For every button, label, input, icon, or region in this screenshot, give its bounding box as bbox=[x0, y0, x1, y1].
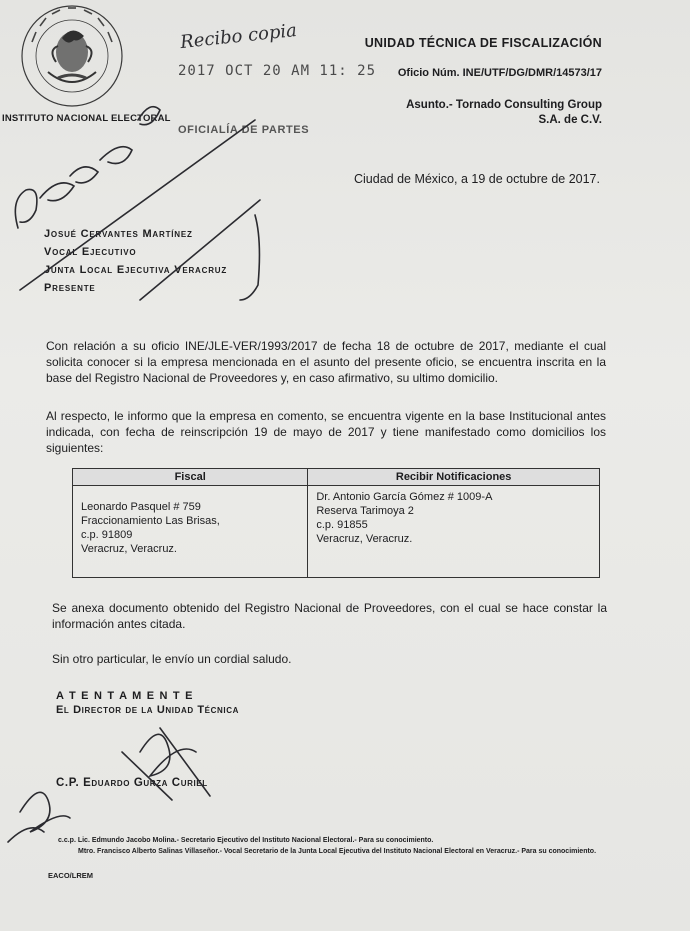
table-row bbox=[73, 486, 600, 578]
document-date: Ciudad de México, a 19 de octubre de 2017. bbox=[353, 172, 600, 186]
cc-line-2: Mtro. Francisco Alberto Salinas Villaseñor.- Vocal Secretario de la Junta Local Ejecutiva del Instituto Nacional Electoral en Veracruz.- Para su conocimiento. bbox=[78, 848, 597, 855]
addressee-office: Junta Local Ejecutiva Veracruz bbox=[44, 264, 228, 276]
received-stamp-date: 2017 OCT 20 AM 11: 25 bbox=[178, 63, 377, 79]
handwritten-copy-note: Recibo copia bbox=[179, 19, 298, 54]
typist-initials: EACO/LREM bbox=[48, 871, 93, 880]
fiscal-postal-code: c.p. 91809 bbox=[81, 529, 133, 541]
addressee-title: Vocal Ejecutivo bbox=[44, 246, 137, 258]
notification-neighborhood: Reserva Tarimoya 2 bbox=[316, 505, 414, 517]
notification-address-cell bbox=[308, 486, 600, 578]
table-header-row bbox=[73, 469, 600, 486]
closing-atentamente: A T E N T A M E N T E bbox=[56, 690, 194, 702]
unit-name: UNIDAD TÉCNICA DE FISCALIZACIÓN bbox=[364, 36, 602, 50]
paragraph-response: Al respecto, le informo que la empresa en comento, se encuentra vigente en la base Institucional antes indicada, con fecha de reinscripción 19 de mayo de 2017 y tiene manifestado como domicilios los siguientes: bbox=[46, 409, 606, 455]
signer-name: C.P. Eduardo Gurza Curiel bbox=[56, 777, 208, 789]
mexico-coat-of-arms-seal bbox=[18, 2, 126, 110]
notification-postal-code: c.p. 91855 bbox=[316, 519, 368, 531]
address-table bbox=[72, 468, 600, 578]
signer-position: El Director de la Unidad Técnica bbox=[56, 704, 239, 716]
fiscal-address-cell bbox=[73, 486, 308, 578]
addressee-name: Josué Cervantes Martínez bbox=[44, 228, 193, 240]
institution-name: INSTITUTO NACIONAL ELECTORAL bbox=[2, 113, 171, 124]
asunto-line-2: S.A. de C.V. bbox=[538, 114, 602, 126]
paragraph-annex: Se anexa documento obtenido del Registro Nacional de Proveedores, con el cual se hace constar la información antes citada. bbox=[52, 601, 607, 631]
paragraph-request: Con relación a su oficio INE/JLE-VER/1993/2017 de fecha 18 de octubre de 2017, mediante el cual solicita conocer si la empresa mencionada en el asunto del presente oficio, se encuentra inscrita en la base del Registro Nacional de Proveedores y, en caso afirmativo, su ultimo domicilio. bbox=[46, 339, 606, 385]
oficialia-stamp: OFICIALÍA DE PARTES bbox=[178, 124, 310, 136]
asunto-line-1: Asunto.- Tornado Consulting Group bbox=[406, 99, 602, 111]
oficio-number: Oficio Núm. INE/UTF/DG/DMR/14573/17 bbox=[397, 67, 602, 79]
column-header-fiscal: Fiscal bbox=[73, 469, 308, 486]
fiscal-city: Veracruz, Veracruz. bbox=[81, 543, 177, 555]
notification-city: Veracruz, Veracruz. bbox=[316, 533, 413, 545]
column-header-notificaciones: Recibir Notificaciones bbox=[308, 469, 600, 486]
fiscal-neighborhood: Fraccionamiento Las Brisas, bbox=[81, 515, 220, 527]
addressee-greeting: Presente bbox=[44, 282, 96, 294]
fiscal-street: Leonardo Pasquel # 759 bbox=[81, 501, 201, 513]
notification-street: Dr. Antonio García Gómez # 1009-A bbox=[316, 491, 493, 503]
cc-line-1: c.c.p. Lic. Edmundo Jacobo Molina.- Secretario Ejecutivo del Instituto Nacional Electoral.- Para su conocimiento. bbox=[58, 837, 434, 844]
paragraph-farewell: Sin otro particular, le envío un cordial saludo. bbox=[52, 652, 292, 666]
